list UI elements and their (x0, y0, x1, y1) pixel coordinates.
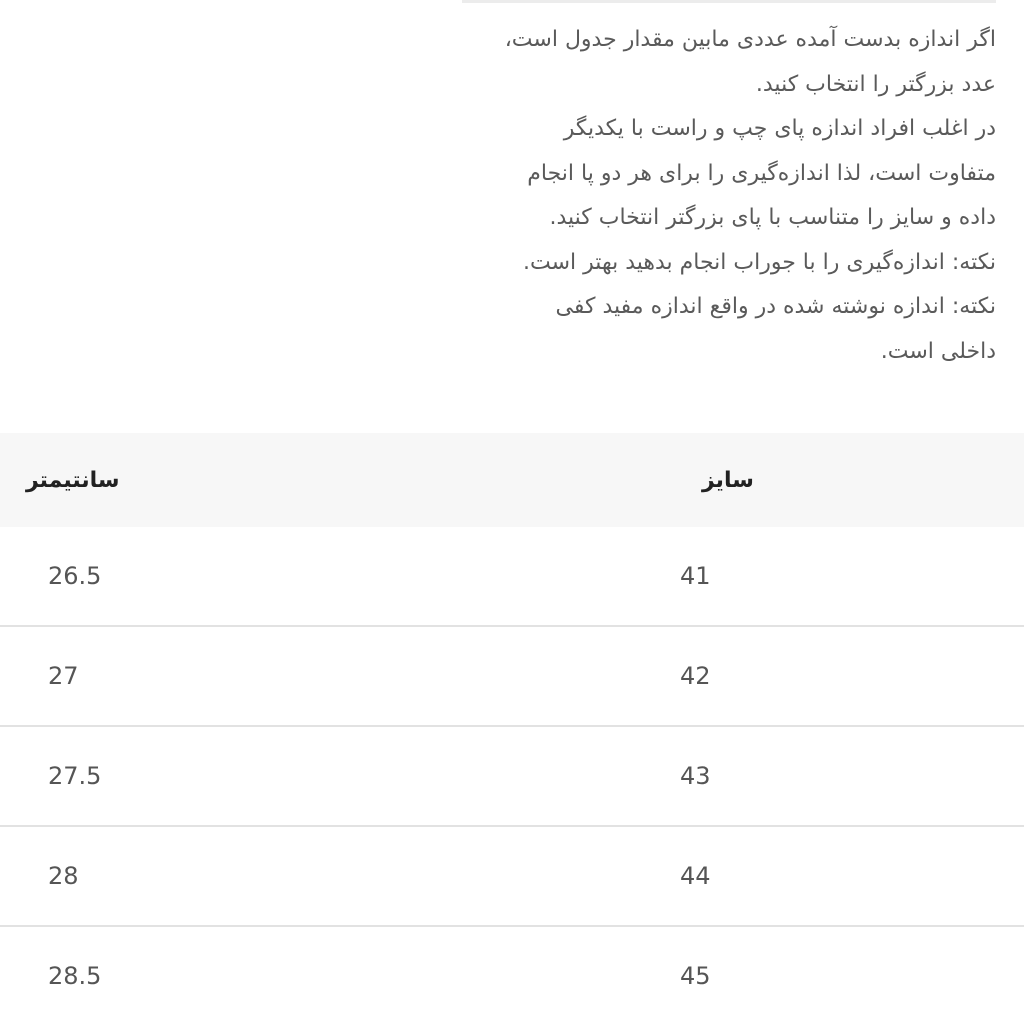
note-line: نکته: اندازه‌گیری را با جوراب انجام بدهید بهتر است. (523, 249, 996, 275)
size-guide-instructions (396, 18, 996, 374)
table-row (0, 527, 1024, 626)
centimeter-cell: 28 (0, 826, 492, 926)
note-line: داخلی است. (880, 338, 996, 364)
size-cell: 43 (492, 726, 1024, 826)
instruction-line: اگر اندازه بدست آمده عددی مابین مقدار جدول است، (504, 27, 996, 52)
centimeter-cell: 27.5 (0, 726, 492, 826)
table-header-row (0, 433, 1024, 527)
instruction-line: داده و سایز را متناسب با پای بزرگتر انتخاب کنید. (549, 205, 996, 230)
centimeter-cell: 27 (0, 626, 492, 726)
centimeter-column-header: سانتیمتر (0, 433, 492, 527)
instruction-line: در اغلب افراد اندازه پای چپ و راست با یکدیگر (563, 116, 996, 141)
instruction-line: عدد بزرگتر را انتخاب کنید. (755, 71, 996, 97)
centimeter-cell: 26.5 (0, 527, 492, 626)
table-row (0, 726, 1024, 826)
instruction-line: متفاوت است، لذا اندازه‌گیری را برای هر دو پا انجام (527, 160, 996, 186)
table-row (0, 826, 1024, 926)
size-cell: 42 (492, 626, 1024, 726)
size-chart-table (0, 433, 1024, 1024)
size-cell: 45 (680, 962, 711, 990)
table-row (0, 926, 1024, 1024)
size-cell: 44 (492, 826, 1024, 926)
table-row (0, 626, 1024, 726)
size-cell: 41 (492, 527, 1024, 626)
top-divider (462, 0, 996, 3)
note-line: نکته: اندازه نوشته شده در واقع اندازه مفید کفی (555, 294, 996, 319)
size-column-header: سایز (492, 433, 1024, 527)
centimeter-cell: 28.5 (48, 962, 102, 990)
